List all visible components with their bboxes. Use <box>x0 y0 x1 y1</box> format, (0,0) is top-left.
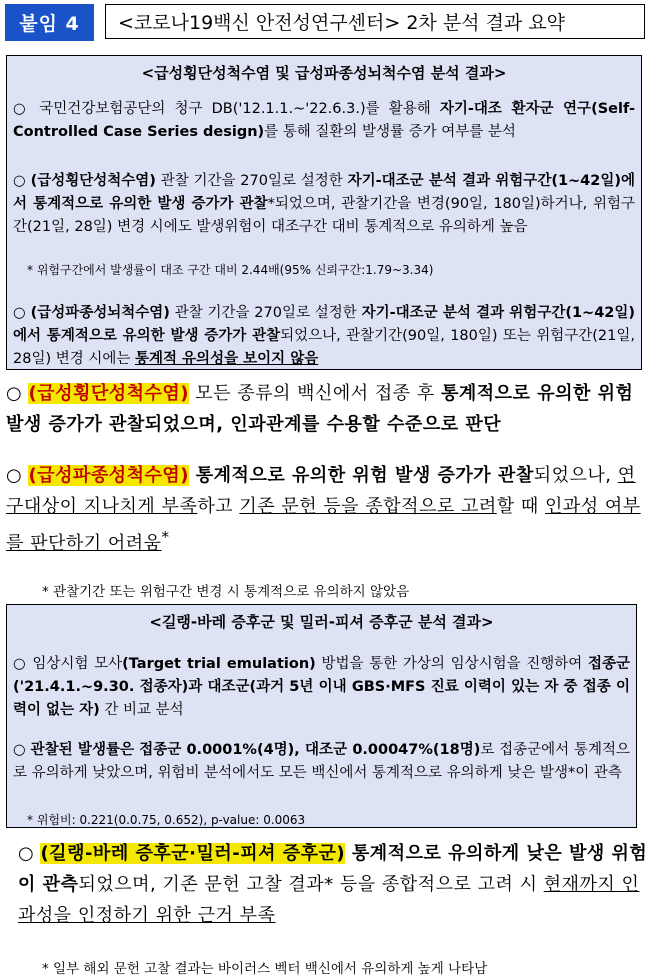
guillain-barre-results-box <box>6 604 637 828</box>
bullet: ○ <box>18 843 35 864</box>
box1-item3-bold: 자기-대조군 분석 결과 위험구간(1~42일)에서 통계적으로 유의한 발생 증가가 관찰 <box>13 305 636 344</box>
box1-title: <급성횡단성척수염 및 급성파종성뇌척수염 분석 결과> <box>141 64 507 82</box>
summary2-footnote: * 관찰기간 또는 위험구간 변경 시 통계적으로 유의하지 않았음 <box>42 584 410 600</box>
box1-item-1 <box>13 98 635 144</box>
box2-item1-mid: 방법을 통한 가상의 임상시험을 진행하여 <box>315 656 588 672</box>
box1-item3-text: 관찰 기간을 270일로 설정한 <box>169 305 362 321</box>
summary3-footnote: * 일부 해외 문헌 고찰 결과는 바이러스 벡터 백신에서 유의하게 높게 나타남 <box>42 961 488 977</box>
box2-item-1 <box>13 653 630 722</box>
box1-item3-mid: 되었으나, 관찰기간(90일, 180일) 또는 위험구간(21일, 28일) 변경 시에는 <box>13 328 636 367</box>
box2-item1-tail: 간 비교 분석 <box>99 702 184 718</box>
box1-item1-text: 국민건강보험공단의 청구 DB('12.1.1.~'22.6.3.)를 활용해 <box>39 101 440 117</box>
bullet: ○ <box>13 742 26 758</box>
attachment-tag: 붙임 4 <box>5 4 94 41</box>
box2-item-2 <box>13 739 630 785</box>
summary-3 <box>18 838 648 931</box>
box1-item-2 <box>13 170 635 239</box>
summary2-underline-3: 인과성 여부를 판단하기 어려움 <box>6 496 641 554</box>
box1-item2-label: (급성횡단성척수염) <box>30 173 156 189</box>
summary2-highlight: (급성파종성척수염) <box>28 465 190 486</box>
box2-item1-text: 임상시험 모사 <box>32 656 123 672</box>
summary2-underline-2: 기존 문헌 등을 종합적으로 고려 <box>239 496 497 517</box>
bullet: ○ <box>13 305 26 321</box>
page-title: <코로나19백신 안전성연구센터> 2차 분석 결과 요약 <box>105 4 645 39</box>
box2-item2-tail: *이 관측 <box>567 765 622 781</box>
summary-2 <box>6 460 648 559</box>
summary3-text: 되었으며, 기존 문헌 고찰 결과* 등을 종합적으로 고려 시 <box>78 874 544 895</box>
bullet: ○ <box>13 656 27 672</box>
box2-item1-bold-2: 접종군('21.4.1.~9.30. 접종자)과 대조군(과거 5년 이내 GBS·MFS 진료 이력이 있는 자 중 접종 이력이 없는 자) <box>13 656 631 718</box>
summary3-underline: 현재까지 인과성을 인정하기 위한 근거 부족 <box>18 874 640 926</box>
summary2-text-3: 할 때 <box>496 496 545 517</box>
summary1-bold: 통계적으로 유의한 위험 발생 증가가 관찰되었으며, 인과관계를 수용할 수준으로 판단 <box>6 383 634 435</box>
summary1-text: 모든 종류의 백신에서 접종 후 <box>189 383 442 404</box>
box1-item2-note: * 위험구간에서 발생률이 대조 구간 대비 2.44배(95% 신뢰구간:1.79~3.34) <box>27 263 434 277</box>
summary2-asterisk: * <box>161 528 170 546</box>
box2-item2-bold: 관찰된 발생률은 접종군 0.0001%(4명), 대조군 0.00047%(18명) <box>30 742 481 758</box>
box1-item3-label: (급성파종성뇌척수염) <box>30 305 170 321</box>
box1-item2-tail: *되었으며, 관찰기간을 변경(90일, 180일)하거나, 위험구간(21일, 28일) 변경 시에도 발생위험이 대조구간 대비 통계적으로 유의하게 높음 <box>13 196 635 235</box>
box1-item2-text: 관찰 기간을 270일로 설정한 <box>155 173 348 189</box>
bullet: ○ <box>13 173 26 189</box>
summary2-text-2: 하고 <box>197 496 240 517</box>
summary2-text: 되었으나, <box>533 465 618 486</box>
summary1-highlight: (급성횡단성척수염) <box>28 383 190 404</box>
bullet: ○ <box>13 101 31 117</box>
box1-item-3 <box>13 302 635 371</box>
box2-note: * 위험비: 0.221(0.0.75, 0.652), p-value: 0.0063 <box>27 813 306 827</box>
bullet: ○ <box>6 383 23 404</box>
box2-item1-bold: (Target trial emulation) <box>122 656 316 672</box>
summary-1 <box>6 378 646 440</box>
transverse-myelitis-results-box <box>6 55 642 370</box>
box1-item3-underline: 통계적 유의성을 보이지 않음 <box>134 351 319 367</box>
box2-title: <길랭-바레 증후군 및 밀러-피셔 증후군 분석 결과> <box>149 613 494 631</box>
box1-item1-bold: 자기-대조 환자군 연구(Self-Controlled Case Series design) <box>13 101 636 140</box>
summary3-highlight: (길랭-바레 증후군·밀러-피셔 증후군) <box>40 843 346 864</box>
bullet: ○ <box>6 465 23 486</box>
summary2-underline-1: 연구대상이 지나치게 부족 <box>6 465 636 517</box>
box2-item2-text: 로 접종군에서 통계적으로 유의하게 낮았으며, 위험비 분석에서도 모든 백신에서 통계적으로 유의하게 낮은 발생 <box>13 742 631 781</box>
summary3-bold: 통계적으로 유의하게 낮은 발생 위험이 관측 <box>18 843 648 895</box>
box1-item2-bold: 자기-대조군 분석 결과 위험구간(1~42일)에서 통계적으로 유의한 발생 증가가 관찰 <box>13 173 636 212</box>
summary2-bold: 통계적으로 유의한 위험 발생 증가가 관찰 <box>189 465 534 486</box>
box1-item1-tail: 를 통해 질환의 발생률 증가 여부를 분석 <box>264 124 516 140</box>
